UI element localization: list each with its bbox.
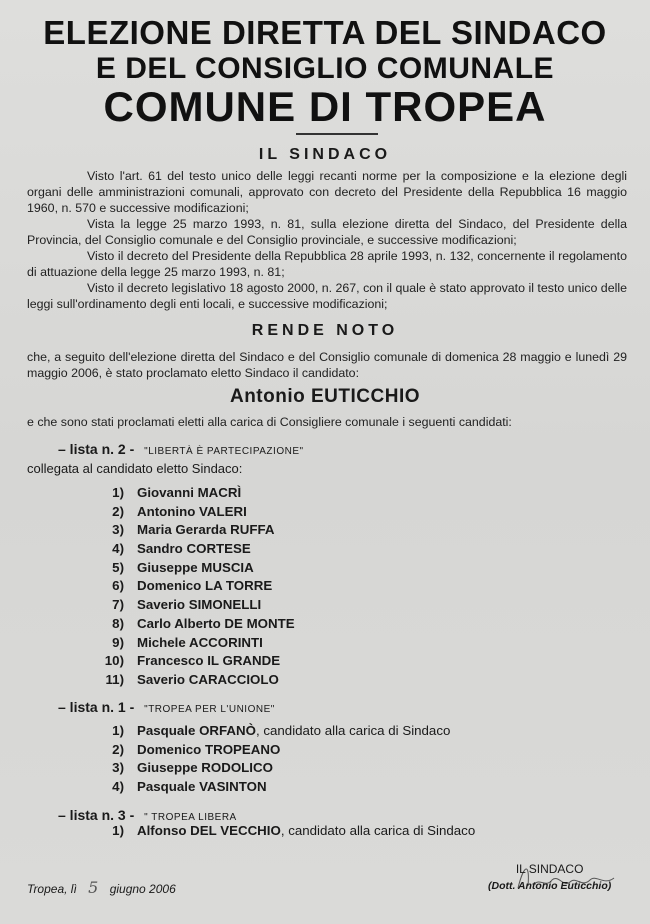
list-item: 6) Domenico LA TORRE xyxy=(112,578,273,594)
councillors-intro: e che sono stati proclamati eletti alla carica di Consigliere comunale i seguenti candidati: xyxy=(27,415,512,429)
rende-noto-heading: RENDE NOTO xyxy=(251,322,399,339)
place-label: Tropea, lì xyxy=(27,882,77,896)
list-2-heading xyxy=(58,441,304,457)
sindaco-heading: IL SINDACO xyxy=(258,146,392,163)
list-item: 7) Saverio SIMONELLI xyxy=(112,597,262,613)
list-item: 11) Saverio CARACCIOLO xyxy=(105,671,279,687)
list-item: 5) Giuseppe MUSCIA xyxy=(112,559,254,575)
list-item: 4) Pasquale VASINTON xyxy=(112,779,267,795)
signature-block xyxy=(488,862,611,892)
title-divider xyxy=(296,133,378,135)
list-item: 1) Pasquale ORFANÒ, candidato alla carica di Sindaco xyxy=(112,723,451,738)
signer-label: IL SINDACO xyxy=(515,862,584,876)
place-and-date xyxy=(27,878,176,897)
list-item: 1) Alfonso DEL VECCHIO, candidato alla carica di Sindaco xyxy=(112,823,476,838)
announcement-intro: che, a seguito dell'elezione diretta del Sindaco e del Consiglio comunale di domenica 28 maggio e lunedì 29 maggio 2006, è stato proclamato eletto Sindaco il candidato: xyxy=(27,350,627,380)
elected-mayor-name: Antonio EUTICCHIO xyxy=(229,386,421,407)
list-2-members xyxy=(88,485,295,691)
list-item: 3) Maria Gerarda RUFFA xyxy=(112,522,275,538)
list-1-heading xyxy=(58,699,275,715)
signer-name: (Dott. Antonio Euticchio) xyxy=(488,880,612,892)
title-comune: COMUNE DI TROPEA xyxy=(103,83,547,130)
preamble-paragraph-3: Visto il decreto del Presidente della Repubblica 28 aprile 1993, n. 132, concernente il regolamento di attuazione della legge 25 marzo 1993, n. 81; xyxy=(27,249,627,279)
handwritten-day: 5 xyxy=(88,878,99,897)
title-line-1: ELEZIONE DIRETTA DEL SINDACO xyxy=(43,14,607,51)
list-2-name: "LIBERTÀ È PARTECIPAZIONE" xyxy=(144,446,304,457)
list-1-members xyxy=(88,723,450,798)
list-item: 2) Antonino VALERI xyxy=(112,503,247,519)
list-item: 8) Carlo Alberto DE MONTE xyxy=(112,615,295,631)
list-2-label: – lista n. 2 - xyxy=(58,441,135,457)
list-item: 1) Giovanni MACRÌ xyxy=(112,485,242,500)
list-3-members xyxy=(88,823,475,842)
list-1-label: – lista n. 1 - xyxy=(58,699,135,715)
list-item: 10) Francesco IL GRANDE xyxy=(104,653,281,669)
list-1-name: "TROPEA PER L'UNIONE" xyxy=(144,704,275,715)
list-item: 2) Domenico TROPEANO xyxy=(112,741,281,757)
preamble-paragraph-1: Visto l'art. 61 del testo unico delle leggi recanti norme per la composizione e la elezione degli organi delle amministrazioni comunali, approvato con decreto del Presidente della Repubblica 16 maggio 1960, n. 570 e successive modificazioni; xyxy=(27,169,627,215)
preamble-paragraph-4: Visto il decreto legislativo 18 agosto 2000, n. 267, con il quale è stato approvato il testo unico delle leggi sull'ordinamento degli enti locali, e successive modificazioni; xyxy=(27,281,627,311)
list-item: 9) Michele ACCORINTI xyxy=(112,634,263,650)
list-item: 4) Sandro CORTESE xyxy=(112,541,251,557)
month-year: giugno 2006 xyxy=(109,882,176,896)
list-item: 3) Giuseppe RODOLICO xyxy=(112,760,273,776)
preamble-paragraph-2: Vista la legge 25 marzo 1993, n. 81, sulla elezione diretta del Sindaco, del Presidente della Provincia, del Consiglio comunale e del Consiglio provinciale, e successive modificazioni; xyxy=(27,217,627,247)
list-3-name: " TROPEA LIBERA xyxy=(144,812,237,823)
title-line-2: E DEL CONSIGLIO COMUNALE xyxy=(95,52,555,85)
list-2-linked-note: collegata al candidato eletto Sindaco: xyxy=(27,461,243,476)
list-3-label: – lista n. 3 - xyxy=(58,807,135,823)
list-3-heading xyxy=(58,807,237,823)
